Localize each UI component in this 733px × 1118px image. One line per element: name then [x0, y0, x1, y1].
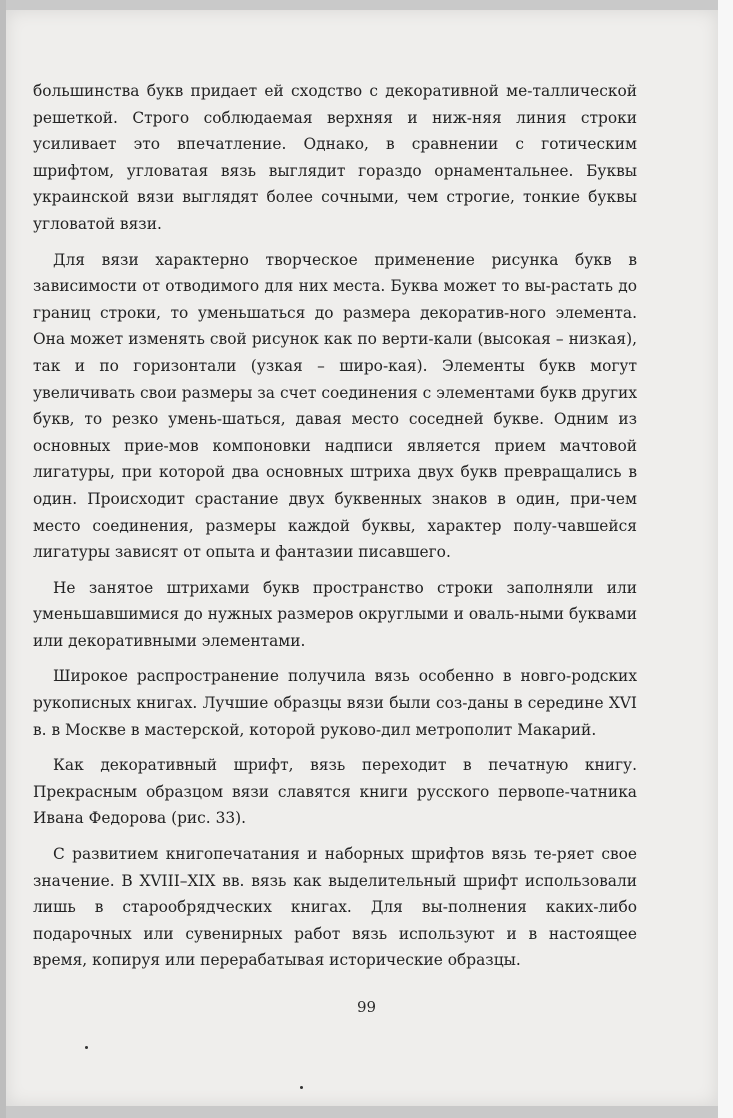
- paragraph-6: С развитием книгопечатания и наборных шрифтов вязь те-ряет свое значение. В XVIII–XIX вв. вязь как выделительный шрифт использовали лишь в старообрядческих книгах. Для вы-полнения каких-либо подарочных или сувенирных работ вязь используют и в настоящее время, копируя или перерабатывая исторические образцы.: [33, 845, 637, 970]
- scan-speck: [300, 1086, 303, 1089]
- body-text: [33, 78, 637, 983]
- paragraph-1: большинства букв придает ей сходство с декоративной ме-таллической решеткой. Строго соблюдаемая верхняя и ниж-няя линия строки усиливает это впечатление. Однако, в сравнении с готическим шрифтом, угловатая вязь выглядит гораздо орнаментальнее. Буквы украинской вязи выглядят более сочными, чем строгие, тонкие буквы угловатой вязи.: [33, 82, 637, 233]
- scan-right-edge: [718, 0, 733, 1118]
- paragraph-2: Для вязи характерно творческое применение рисунка букв в зависимости от отводимого для них места. Буква может то вы-растать до границ строки, то уменьшаться до размера декоратив-ного элемента. Она может изменять свой рисунок как по верти-кали (высокая – низкая), так и по горизонтали (узкая – широ-кая). Элементы букв могут увеличивать свои размеры за счет соединения с элементами букв других букв, то резко умень-шаться, давая место соседней букве. Одним из основных прие-мов компоновки надписи является прием мачтовой лигатуры, при которой два основных штриха двух букв превращались в один. Происходит срастание двух буквенных знаков в один, при-чем место соединения, размеры каждой буквы, характер полу-чавшейся лигатуры зависят от опыта и фантазии писавшего.: [33, 250, 637, 562]
- paragraph-3: Не занятое штрихами букв пространство строки заполняли или уменьшавшимися до нужных размеров округлыми и оваль-ными буквами или декоративными элементами.: [33, 578, 637, 650]
- paragraph-4: Широкое распространение получила вязь особенно в новго-родских рукописных книгах. Лучшие образцы вязи были соз-даны в середине XVI в. в Москве в мастерской, которой руково-дил метрополит Макарий.: [33, 667, 637, 739]
- paragraph-5: Как декоративный шрифт, вязь переходит в печатную книгу. Прекрасным образцом вязи славятся книги русского первопе-чатника Ивана Федорова (рис. 33).: [33, 756, 637, 828]
- scan-speck: [85, 1046, 88, 1049]
- page-number: 99: [356, 998, 377, 1016]
